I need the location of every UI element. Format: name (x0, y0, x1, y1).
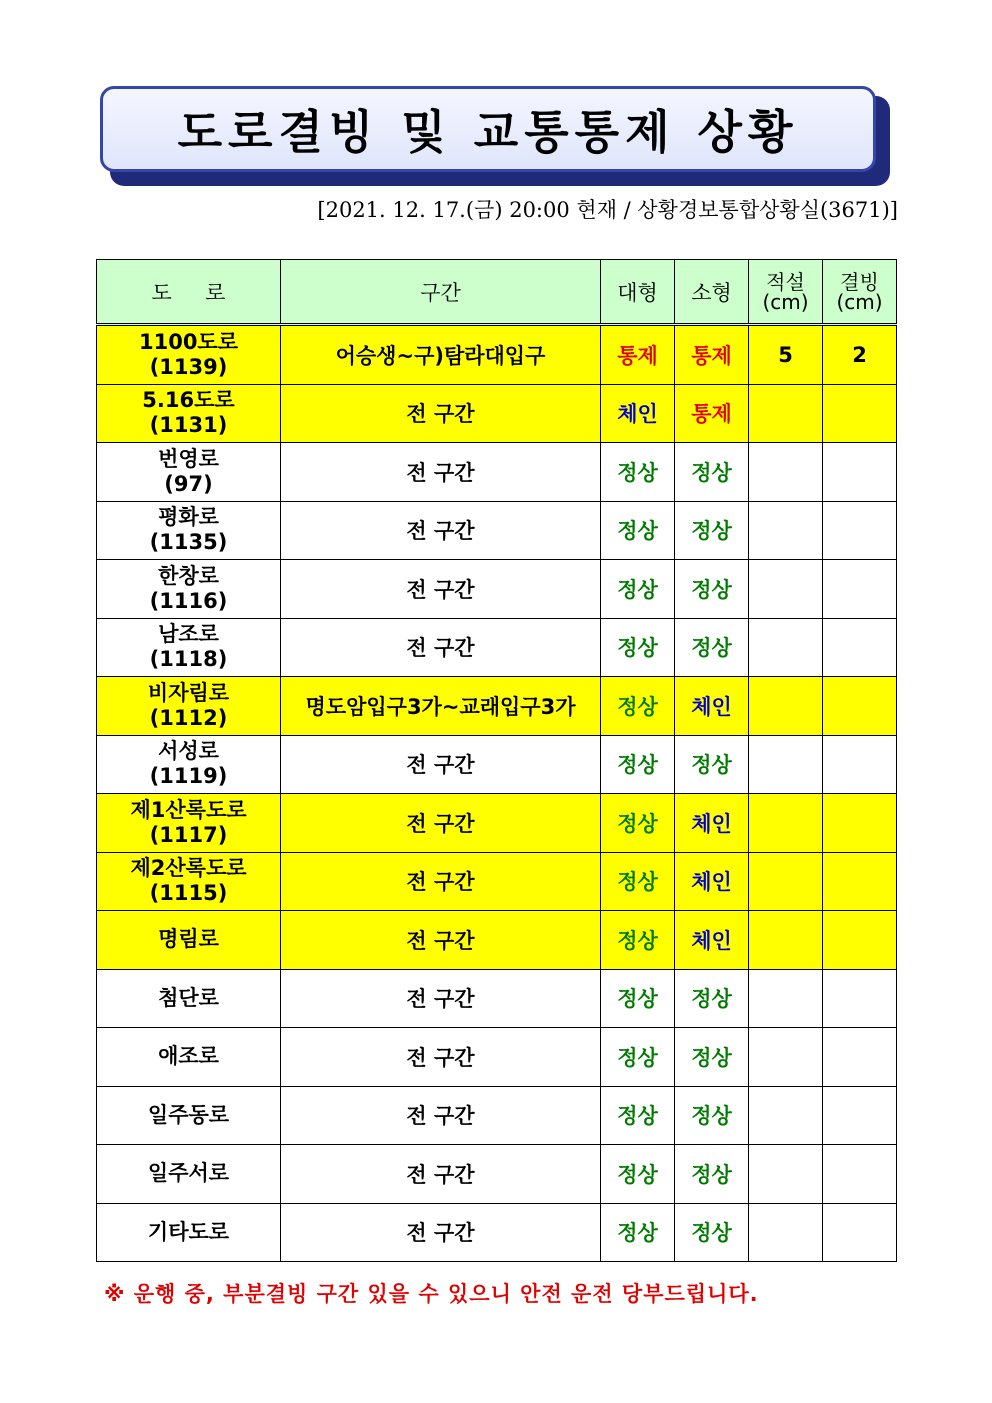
road-code: (1139) (149, 354, 228, 379)
road-code: (1131) (149, 413, 228, 438)
section-cell: 전 구간 (281, 969, 601, 1028)
large-vehicle-status: 정상 (601, 443, 675, 502)
icing-value (823, 969, 897, 1028)
snowfall-value (749, 794, 823, 853)
header-large-vehicle: 대형 (601, 260, 675, 325)
snowfall-value (749, 735, 823, 794)
snowfall-value (749, 852, 823, 911)
icing-value (823, 384, 897, 443)
section-cell: 전 구간 (281, 852, 601, 911)
table-row (97, 501, 897, 560)
large-vehicle-status: 정상 (601, 1145, 675, 1204)
road-name: 일주서로 (147, 1161, 230, 1186)
icing-value (823, 1028, 897, 1087)
large-vehicle-status: 정상 (601, 560, 675, 619)
road-name: 한창로 (158, 563, 219, 588)
road-code: (1118) (149, 647, 228, 672)
title-box (100, 86, 876, 172)
snowfall-value (749, 1145, 823, 1204)
header-icing-label: 결빙 (840, 269, 879, 294)
road-cell (97, 1086, 281, 1145)
header-small-vehicle: 소형 (675, 260, 749, 325)
road-cell (97, 560, 281, 619)
road-name: 기타도로 (147, 1219, 230, 1244)
road-code: (97) (164, 471, 213, 496)
section-cell: 전 구간 (281, 794, 601, 853)
road-name: 명림로 (158, 927, 219, 952)
large-vehicle-status: 정상 (601, 852, 675, 911)
table-row (97, 735, 897, 794)
large-vehicle-status: 정상 (601, 911, 675, 970)
road-cell (97, 384, 281, 443)
table-row (97, 911, 897, 970)
icing-value (823, 1145, 897, 1204)
road-name: 첨단로 (158, 985, 219, 1010)
small-vehicle-status: 통제 (675, 384, 749, 443)
snowfall-value (749, 677, 823, 736)
icing-value: 2 (823, 325, 897, 385)
section-cell: 전 구간 (281, 443, 601, 502)
large-vehicle-status: 정상 (601, 969, 675, 1028)
section-cell: 전 구간 (281, 501, 601, 560)
header-icing-unit: (cm) (836, 289, 883, 314)
road-cell (97, 1203, 281, 1262)
table-row (97, 794, 897, 853)
small-vehicle-status: 정상 (675, 969, 749, 1028)
road-name: 평화로 (158, 505, 219, 530)
road-code: (1112) (149, 705, 228, 730)
section-cell: 전 구간 (281, 911, 601, 970)
road-name: 1100도로 (138, 329, 239, 354)
section-cell: 전 구간 (281, 1086, 601, 1145)
large-vehicle-status: 정상 (601, 677, 675, 736)
road-name: 제2산록도로 (130, 856, 247, 881)
header-snowfall-label: 적설 (766, 269, 805, 294)
small-vehicle-status: 정상 (675, 618, 749, 677)
table-row (97, 618, 897, 677)
icing-value (823, 501, 897, 560)
section-cell: 명도암입구3가~교래입구3가 (281, 677, 601, 736)
safety-notice: ※ 운행 중, 부분결빙 구간 있을 수 있으니 안전 운전 당부드립니다. (104, 1282, 759, 1306)
small-vehicle-status: 체인 (675, 911, 749, 970)
road-cell (97, 735, 281, 794)
small-vehicle-status: 정상 (675, 443, 749, 502)
table-row (97, 969, 897, 1028)
snowfall-value (749, 618, 823, 677)
large-vehicle-status: 정상 (601, 1203, 675, 1262)
section-cell: 전 구간 (281, 735, 601, 794)
snowfall-value (749, 1086, 823, 1145)
road-name: 5.16도로 (142, 388, 235, 413)
section-cell: 전 구간 (281, 384, 601, 443)
road-code: (1117) (149, 822, 228, 847)
icing-value (823, 794, 897, 853)
small-vehicle-status: 통제 (675, 325, 749, 385)
snowfall-value (749, 911, 823, 970)
snowfall-value (749, 1203, 823, 1262)
table-row (97, 560, 897, 619)
snowfall-value: 5 (749, 325, 823, 385)
road-cell (97, 677, 281, 736)
table-row (97, 1203, 897, 1262)
section-cell: 전 구간 (281, 560, 601, 619)
road-cell (97, 911, 281, 970)
road-name: 애조로 (158, 1044, 219, 1069)
large-vehicle-status: 정상 (601, 1028, 675, 1087)
header-icing (823, 260, 897, 325)
large-vehicle-status: 체인 (601, 384, 675, 443)
table-row (97, 677, 897, 736)
road-code: (1135) (149, 530, 228, 555)
small-vehicle-status: 체인 (675, 677, 749, 736)
section-cell: 어승생~구)탐라대입구 (281, 325, 601, 385)
icing-value (823, 735, 897, 794)
road-status-table (96, 259, 897, 1262)
road-cell (97, 325, 281, 385)
road-code: (1119) (149, 764, 228, 789)
small-vehicle-status: 정상 (675, 735, 749, 794)
icing-value (823, 560, 897, 619)
snowfall-value (749, 384, 823, 443)
snowfall-value (749, 560, 823, 619)
road-code: (1115) (149, 881, 228, 906)
icing-value (823, 618, 897, 677)
road-cell (97, 1145, 281, 1204)
road-cell (97, 852, 281, 911)
road-name: 서성로 (158, 739, 219, 764)
road-cell (97, 618, 281, 677)
large-vehicle-status: 통제 (601, 325, 675, 385)
small-vehicle-status: 정상 (675, 1203, 749, 1262)
large-vehicle-status: 정상 (601, 1086, 675, 1145)
icing-value (823, 852, 897, 911)
header-snowfall (749, 260, 823, 325)
icing-value (823, 443, 897, 502)
report-timestamp: [2021. 12. 17.(금) 20:00 현재 / 상황경보통합상황실(3671)] (317, 198, 898, 222)
header-road: 도 로 (97, 260, 281, 325)
icing-value (823, 1203, 897, 1262)
header-snowfall-unit: (cm) (762, 289, 809, 314)
road-name: 번영로 (158, 446, 219, 471)
small-vehicle-status: 정상 (675, 1086, 749, 1145)
road-cell (97, 501, 281, 560)
road-name: 일주동로 (147, 1102, 230, 1127)
road-cell (97, 443, 281, 502)
small-vehicle-status: 정상 (675, 1145, 749, 1204)
snowfall-value (749, 501, 823, 560)
road-cell (97, 794, 281, 853)
page-title: 도로결빙 및 교통통제 상황 (177, 105, 799, 159)
table-row (97, 384, 897, 443)
small-vehicle-status: 체인 (675, 852, 749, 911)
small-vehicle-status: 체인 (675, 794, 749, 853)
road-cell (97, 1028, 281, 1087)
large-vehicle-status: 정상 (601, 618, 675, 677)
section-cell: 전 구간 (281, 1028, 601, 1087)
icing-value (823, 911, 897, 970)
table-row (97, 852, 897, 911)
table-row (97, 443, 897, 502)
section-cell: 전 구간 (281, 1203, 601, 1262)
section-cell: 전 구간 (281, 618, 601, 677)
large-vehicle-status: 정상 (601, 794, 675, 853)
road-name: 제1산록도로 (130, 797, 247, 822)
small-vehicle-status: 정상 (675, 501, 749, 560)
road-name: 남조로 (158, 622, 219, 647)
snowfall-value (749, 443, 823, 502)
large-vehicle-status: 정상 (601, 735, 675, 794)
snowfall-value (749, 1028, 823, 1087)
large-vehicle-status: 정상 (601, 501, 675, 560)
table-row (97, 1086, 897, 1145)
snowfall-value (749, 969, 823, 1028)
table-row (97, 325, 897, 385)
icing-value (823, 677, 897, 736)
header-section: 구간 (281, 260, 601, 325)
section-cell: 전 구간 (281, 1145, 601, 1204)
road-cell (97, 969, 281, 1028)
table-row (97, 1028, 897, 1087)
small-vehicle-status: 정상 (675, 1028, 749, 1087)
icing-value (823, 1086, 897, 1145)
small-vehicle-status: 정상 (675, 560, 749, 619)
road-code: (1116) (149, 588, 228, 613)
road-name: 비자림로 (147, 680, 230, 705)
table-header-row (97, 260, 897, 325)
table-row (97, 1145, 897, 1204)
